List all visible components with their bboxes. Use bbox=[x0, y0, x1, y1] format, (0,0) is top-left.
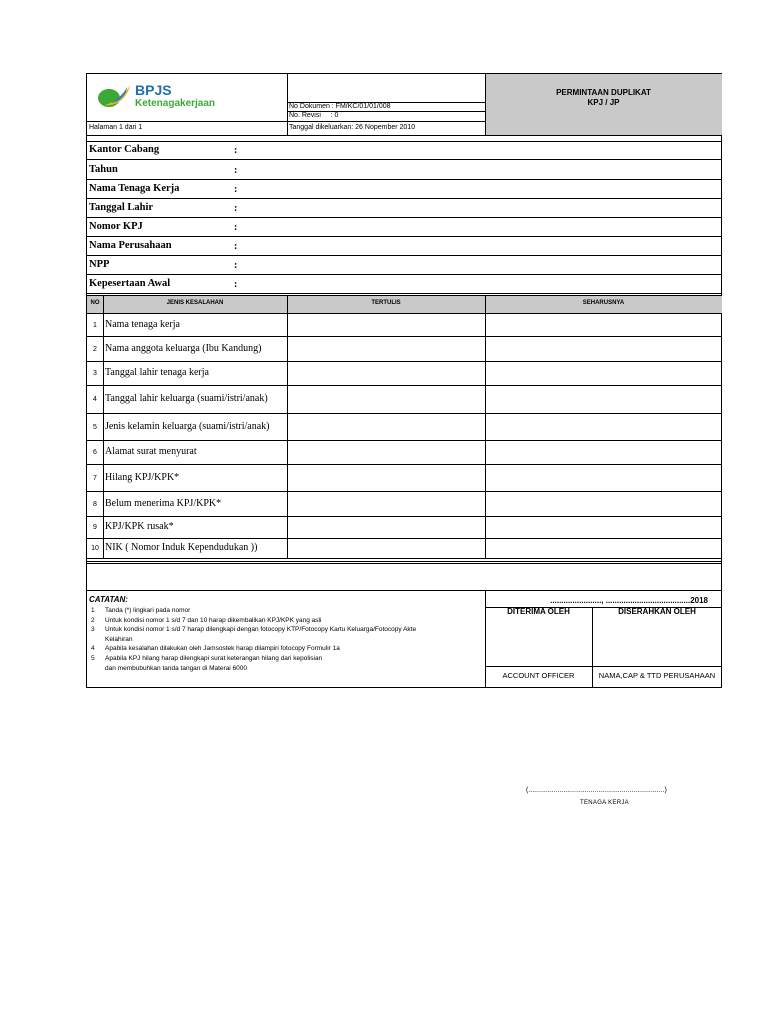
field-label: Tahun bbox=[89, 164, 118, 175]
tertulis-cell[interactable] bbox=[287, 337, 485, 361]
catatan-number: 4 bbox=[91, 645, 95, 653]
table-header bbox=[87, 295, 722, 314]
field-colon: : bbox=[234, 241, 238, 252]
bpjs-logo bbox=[97, 82, 257, 112]
field-label: Kantor Cabang bbox=[89, 144, 160, 155]
field-colon: : bbox=[234, 260, 238, 271]
seharusnya-cell[interactable] bbox=[485, 539, 722, 558]
tanggal-dikeluarkan: Tanggal dikeluarkan: 26 Nopember 2010 bbox=[289, 124, 416, 131]
tertulis-cell[interactable] bbox=[287, 517, 485, 538]
field-row[interactable] bbox=[87, 237, 722, 256]
halaman-label: Halaman 1 dari 1 bbox=[89, 124, 143, 131]
row-jenis-kesalahan: Alamat surat menyurat bbox=[105, 446, 197, 457]
catatan-text: Untuk kondisi nomor 1 s/d 7 dan 10 harap dikembalikan KPJ/KPK yang asli bbox=[105, 616, 322, 624]
account-officer-label: ACCOUNT OFFICER bbox=[502, 671, 575, 680]
field-row[interactable] bbox=[87, 141, 722, 160]
seharusnya-cell[interactable] bbox=[485, 314, 722, 336]
catatan-number: 2 bbox=[91, 616, 95, 624]
tenaga-kerja-signature-line: (......................................................................) bbox=[526, 787, 667, 794]
table-row[interactable] bbox=[87, 386, 722, 414]
tertulis-cell[interactable] bbox=[287, 492, 485, 516]
row-number: 4 bbox=[93, 396, 97, 403]
table-header-cell: SEHARUSNYA bbox=[582, 300, 625, 306]
field-label: Nama Tenaga Kerja bbox=[89, 183, 180, 194]
row-jenis-kesalahan: Jenis kelamin keluarga (suami/istri/anak) bbox=[105, 420, 270, 432]
field-label: Nama Perusahaan bbox=[89, 240, 172, 251]
tertulis-cell[interactable] bbox=[287, 362, 485, 385]
row-jenis-kesalahan: Hilang KPJ/KPK* bbox=[105, 471, 180, 483]
no-revisi: No. Revisi : 0 bbox=[289, 112, 339, 119]
row-number: 8 bbox=[93, 500, 97, 508]
catatan-number: 5 bbox=[91, 655, 95, 662]
field-colon: : bbox=[234, 184, 238, 195]
seharusnya-cell[interactable] bbox=[485, 492, 722, 516]
table-header-cell: JENIS KESALAHAN bbox=[166, 300, 224, 306]
table-row[interactable] bbox=[87, 492, 722, 517]
field-row[interactable] bbox=[87, 275, 722, 294]
row-number: 2 bbox=[93, 345, 97, 353]
seharusnya-cell[interactable] bbox=[485, 414, 722, 440]
row-jenis-kesalahan: Tanggal lahir tenaga kerja bbox=[105, 367, 209, 378]
catatan-text: Untuk kondisi nomor 1 s/d 7 harap dilengkapi dengan fotocopy KTP/Fotocopy Kartu Keluarga/Fotocopy Akte bbox=[105, 626, 417, 634]
field-row[interactable] bbox=[87, 218, 722, 237]
row-jenis-kesalahan: Belum menerima KPJ/KPK* bbox=[105, 497, 222, 509]
row-jenis-kesalahan: Nama tenaga kerja bbox=[105, 318, 180, 330]
field-label: Tanggal Lahir bbox=[89, 202, 154, 213]
field-colon: : bbox=[234, 279, 238, 290]
row-number: 10 bbox=[91, 545, 99, 552]
form-title bbox=[485, 88, 722, 108]
field-label: Kepesertaan Awal bbox=[89, 278, 171, 289]
seharusnya-cell[interactable] bbox=[485, 441, 722, 464]
seharusnya-cell[interactable] bbox=[485, 517, 722, 538]
field-colon: : bbox=[234, 222, 238, 233]
field-row[interactable] bbox=[87, 256, 722, 275]
field-row[interactable] bbox=[87, 161, 722, 180]
table-row[interactable] bbox=[87, 517, 722, 539]
field-row[interactable] bbox=[87, 199, 722, 218]
table-row[interactable] bbox=[87, 314, 722, 337]
tertulis-cell[interactable] bbox=[287, 414, 485, 440]
seharusnya-cell[interactable] bbox=[485, 337, 722, 361]
row-jenis-kesalahan: Nama anggota keluarga (Ibu Kandung) bbox=[105, 342, 262, 354]
form-title-line2: KPJ / JP bbox=[587, 98, 620, 107]
catatan-text: Tanda (*) lingkari pada nomor bbox=[105, 607, 191, 614]
field-label: NPP bbox=[89, 259, 110, 270]
field-label: Nomor KPJ bbox=[89, 221, 143, 232]
row-number: 3 bbox=[93, 370, 97, 377]
table-header-cell: NO bbox=[90, 300, 100, 306]
catatan-number: 1 bbox=[91, 607, 95, 614]
tertulis-cell[interactable] bbox=[287, 314, 485, 336]
table-row[interactable] bbox=[87, 337, 722, 362]
catatan-text: dan membubuhkan tanda tangan di Materai 6000 bbox=[105, 664, 248, 672]
tenaga-kerja-label: TENAGA KERJA bbox=[580, 800, 629, 806]
table-row[interactable] bbox=[87, 465, 722, 492]
field-colon: : bbox=[234, 145, 238, 156]
row-jenis-kesalahan: NIK ( Nomor Induk Kependudukan )) bbox=[105, 542, 258, 553]
form-frame bbox=[86, 73, 722, 688]
row-number: 9 bbox=[93, 524, 97, 531]
row-number: 1 bbox=[93, 321, 97, 329]
row-number: 5 bbox=[93, 423, 97, 431]
diterima-oleh: DITERIMA OLEH bbox=[507, 607, 570, 616]
seharusnya-cell[interactable] bbox=[485, 386, 722, 413]
tertulis-cell[interactable] bbox=[287, 386, 485, 413]
date-line: ......................., ......................................2018 bbox=[550, 596, 708, 605]
no-dokumen: No Dokumen : FM/KC/01/01/008 bbox=[289, 103, 391, 110]
form-title-line1: PERMINTAAN DUPLIKAT bbox=[556, 88, 651, 97]
tertulis-cell[interactable] bbox=[287, 465, 485, 491]
row-number: 6 bbox=[93, 449, 97, 456]
row-jenis-kesalahan: KPJ/KPK rusak* bbox=[105, 521, 174, 532]
table-row[interactable] bbox=[87, 441, 722, 465]
seharusnya-cell[interactable] bbox=[485, 465, 722, 491]
logo-text-bpjs: BPJS bbox=[135, 82, 172, 98]
seharusnya-cell[interactable] bbox=[485, 362, 722, 385]
catatan-text: Apabila kesalahan dilakukan oleh Jamsostek harap dilampiri fotocopy Formulir 1a bbox=[105, 645, 340, 653]
table-row[interactable] bbox=[87, 414, 722, 441]
catatan-title: CATATAN: bbox=[89, 595, 128, 604]
row-number: 7 bbox=[93, 474, 97, 482]
table-header-cell: TERTULIS bbox=[371, 300, 401, 306]
catatan-text: Kelahiran bbox=[105, 635, 133, 643]
table-row[interactable] bbox=[87, 362, 722, 386]
field-colon: : bbox=[234, 165, 238, 176]
tertulis-cell[interactable] bbox=[287, 441, 485, 464]
field-row[interactable] bbox=[87, 180, 722, 199]
field-colon: : bbox=[234, 203, 238, 214]
diserahkan-oleh: DISERAHKAN OLEH bbox=[618, 607, 696, 616]
catatan-text: Apabila KPJ hilang harap dilengkapi surat keterangan hilang dari kepolisian bbox=[105, 655, 323, 662]
nama-cap-label: NAMA,CAP & TTD PERUSAHAAN bbox=[598, 671, 716, 680]
row-jenis-kesalahan: Tanggal lahir keluarga (suami/istri/anak) bbox=[105, 393, 268, 404]
table-row[interactable] bbox=[87, 539, 722, 559]
tertulis-cell[interactable] bbox=[287, 539, 485, 558]
logo-text-ketenagakerjaan: Ketenagakerjaan bbox=[135, 98, 216, 109]
catatan-number: 3 bbox=[91, 626, 95, 634]
